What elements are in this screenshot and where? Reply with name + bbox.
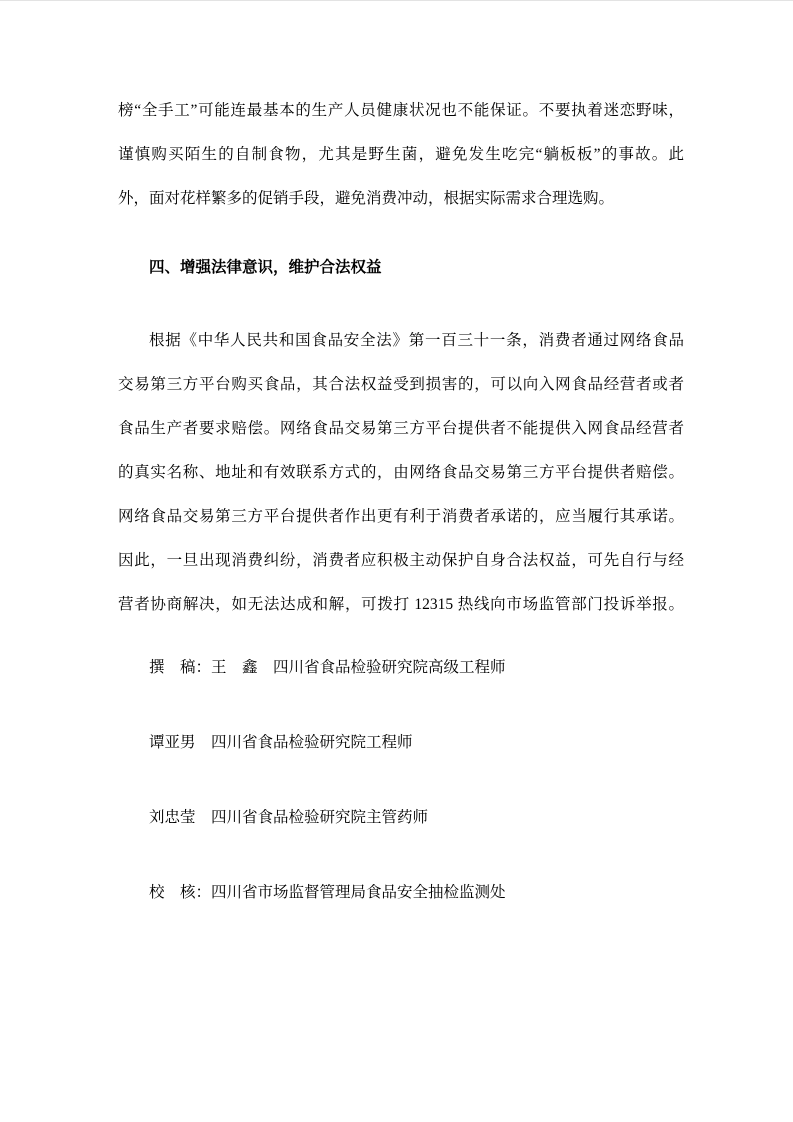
intro-paragraph-line-1: 榜“全手工”可能连最基本的生产人员健康状况也不能保证。不要执着迷恋野味， <box>118 102 684 119</box>
credit-line-writer-3: 刘忠莹 四川省食品检验研究院主管药师 <box>149 809 429 826</box>
credit-line-reviewer: 校 核：四川省市场监督管理局食品安全抽检监测处 <box>149 884 506 901</box>
law-paragraph-line-2: 交易第三方平台购买食品，其合法权益受到损害的，可以向入网食品经营者或者 <box>118 376 684 393</box>
law-paragraph-line-4: 的真实名称、地址和有效联系方式的，由网络食品交易第三方平台提供者赔偿。 <box>118 464 684 481</box>
law-paragraph-line-1: 根据《中华人民共和国食品安全法》第一百三十一条，消费者通过网络食品 <box>149 332 684 349</box>
credit-line-writer-2: 谭亚男 四川省食品检验研究院工程师 <box>149 734 413 751</box>
intro-paragraph-line-2: 谨慎购买陌生的自制食物，尤其是野生菌，避免发生吃完“躺板板”的事故。此 <box>118 146 684 163</box>
law-paragraph-line-5: 网络食品交易第三方平台提供者作出更有利于消费者承诺的，应当履行其承诺。 <box>118 508 684 525</box>
credit-line-writer-1: 撰 稿：王 鑫 四川省食品检验研究院高级工程师 <box>149 659 506 676</box>
credits-block <box>118 646 684 915</box>
law-paragraph-line-3: 食品生产者要求赔偿。网络食品交易第三方平台提供者不能提供入网食品经营者 <box>118 420 684 437</box>
section-heading: 四、增强法律意识，维护合法权益 <box>149 259 382 276</box>
law-paragraph-line-7: 营者协商解决，如无法达成和解，可拨打 12315 热线向市场监管部门投诉举报。 <box>118 596 684 613</box>
intro-paragraph-line-3: 外，面对花样繁多的促销手段，避免消费冲动，根据实际需求合理选购。 <box>118 190 615 207</box>
document-content <box>118 1 684 915</box>
law-paragraph-line-6: 因此，一旦出现消费纠纷，消费者应积极主动保护自身合法权益，可先自行与经 <box>118 552 684 569</box>
